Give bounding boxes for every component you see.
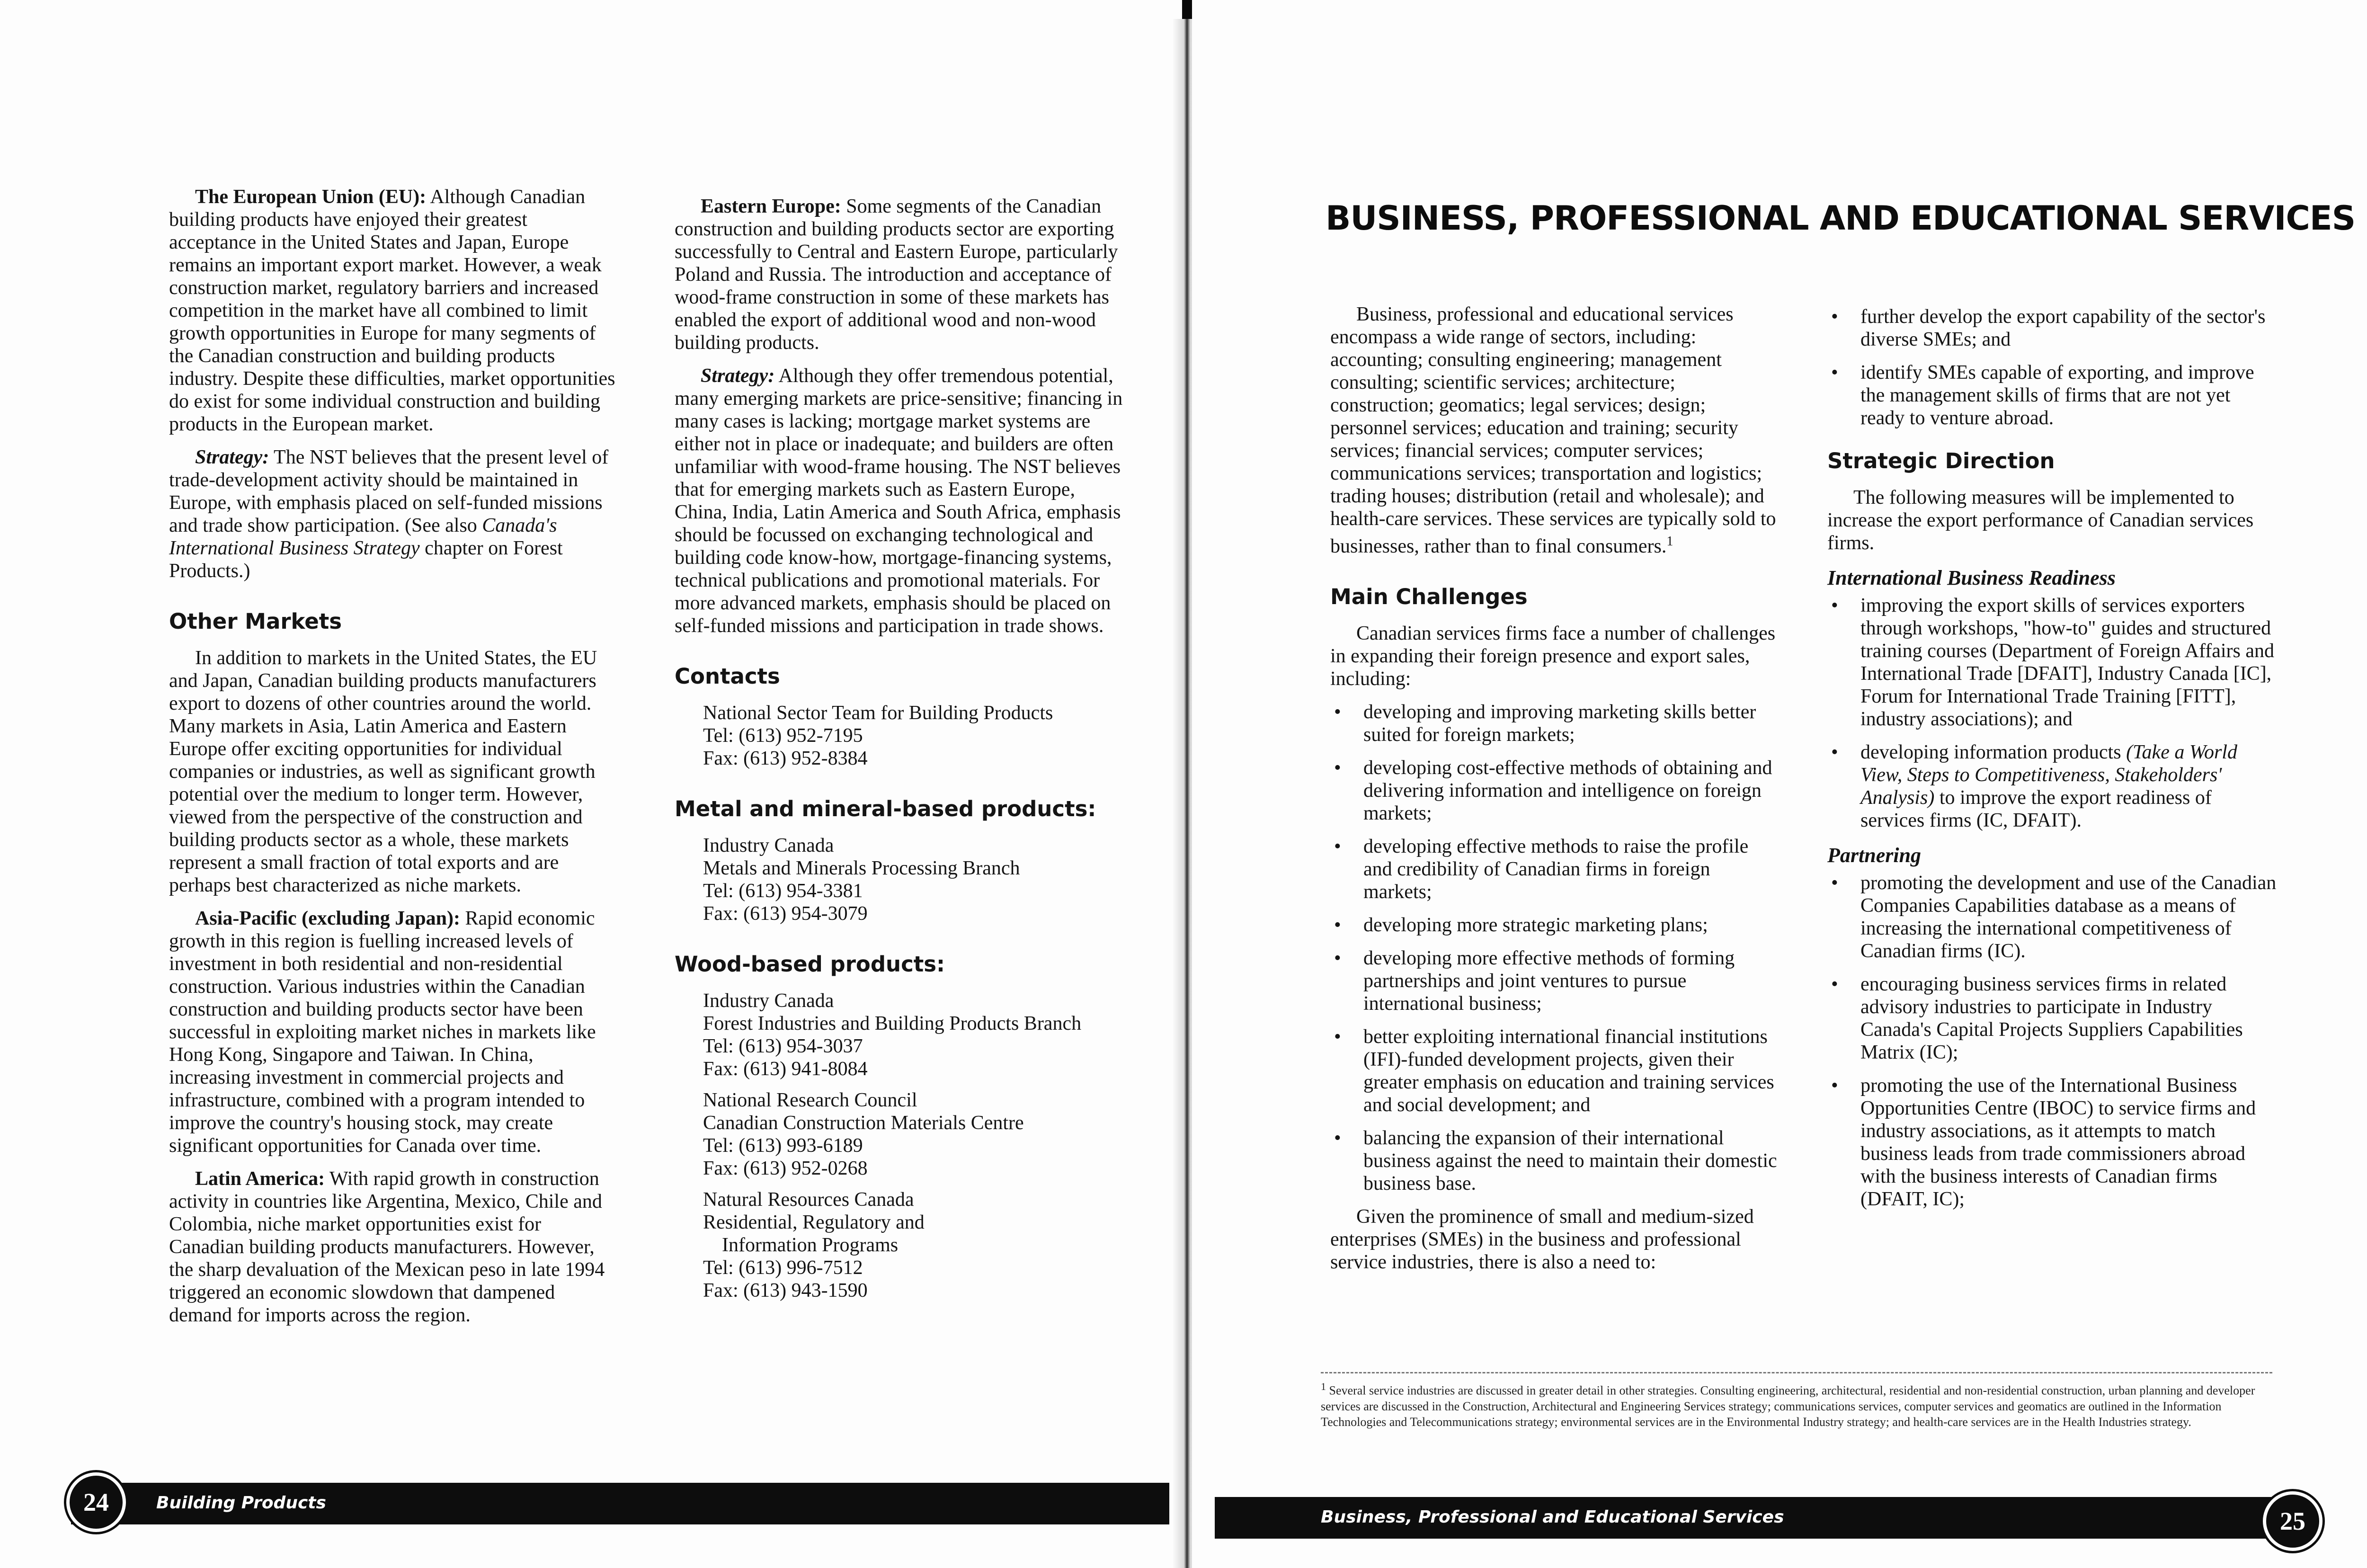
list-item: • developing and improving marketing skills better suited for foreign markets;	[1330, 701, 1780, 746]
list-item: • identify SMEs capable of exporting, and improve the management skills of firms that are not yet ready to venture abroad.	[1827, 361, 2277, 429]
main-challenges-heading: Main Challenges	[1330, 584, 1528, 609]
contact-line: Industry Canada	[703, 835, 834, 856]
ee-text: Some segments of the Canadian construction and building products sector are exporting successfully to Central and Eastern Europe, particularly Poland and Russia. The introduction and acceptance of wood-frame construction in some of these markets has enabled the export of additional wood and non-wood building products.	[675, 196, 1118, 354]
strategy-text: The NST believes that the present level of trade-development activity should be maintained in Europe, with emphasis placed on self-funded missions and trade show participation. (See also	[169, 446, 609, 536]
contact-line: Tel: (613) 952-7195	[703, 725, 863, 747]
strategic-direction-text: The following measures will be implemented to increase the export performance of Canadian services firms.	[1827, 487, 2254, 554]
contact-line: Natural Resources Canada	[703, 1189, 914, 1211]
list-item: • improving the export skills of services exporters through workshops, "how-to" guides and structured training courses (Department of Foreign Affairs and International Trade [DFAIT], Industry Canada [IC], Forum for International Trade Training [FITT], industry associations); and	[1827, 594, 2277, 731]
other-markets-paragraph: In addition to markets in the United States, the EU and Japan, Canadian building products manufacturers export to dozens of other countries around the world. Many markets in Asia, Latin America and Eastern Europe offer exciting opportunities for individual companies or industries, as well as significant growth potential over the medium to longer term. However, viewed from the perspective of the construction and building products sector as a whole, these markets represent a small fraction of total exports and are perhaps best characterized as niche markets.	[169, 647, 597, 896]
intro-paragraph	[1330, 303, 1780, 558]
left-footer-label: Building Products	[156, 1493, 326, 1513]
partnering-list	[1827, 872, 2277, 1211]
footnote-ref: 1	[1666, 534, 1673, 549]
left-page	[0, 0, 1182, 1568]
metal-heading: Metal and mineral-based products:	[675, 796, 1096, 821]
asia-paragraph	[169, 907, 619, 1157]
footnote-rule	[1321, 1372, 2272, 1373]
ee-strategy-text: Although they offer tremendous potential, many emerging markets are price-sensitive; financing in many cases is lacking; mortgage market systems are either not in place or inadequate; and builders are often unfamiliar with wood-frame housing. The NST believes that for emerging markets such as Eastern Europe, China, India, Latin America and South Africa, emphasis should be focussed on exchanging technological and building code know-how, mortgage-financing systems, technical publications and promotional materials. For more advanced markets, emphasis should be placed on self-funded missions and participation in trade shows.	[675, 365, 1123, 637]
intro-text: Business, professional and educational services encompass a wide range of sectors, including: accounting; consulting engineering; management consulting; scientific services; architecture; construction; geomatics; legal services; design; personnel services; education and training; security services; financial services; computer services; communications services; transportation and logistics; trading houses; distribution (retail and wholesale); and health-care services. These services are typically sold to businesses, rather than to final consumers.	[1330, 303, 1776, 557]
asia-lead: Asia-Pacific (excluding Japan):	[195, 908, 460, 929]
latin-paragraph	[169, 1167, 619, 1327]
left-column-1	[169, 186, 619, 1337]
left-footer-bar	[71, 1483, 1169, 1524]
contact-line: Forest Industries and Building Products Branch	[703, 1013, 1082, 1034]
ibr-item2-start: developing information products	[1860, 741, 2127, 763]
contact-line: Fax: (613) 952-0268	[703, 1158, 868, 1179]
contact-line: Fax: (613) 943-1590	[703, 1280, 868, 1301]
strategy-lead: Strategy:	[195, 446, 269, 468]
footnote-mark: 1	[1321, 1381, 1326, 1392]
contact-line: National Sector Team for Building Products	[703, 702, 1053, 724]
ee-strategy-lead: Strategy:	[701, 365, 775, 387]
contact-wood-nrcan	[675, 1188, 1124, 1302]
contact-metal	[675, 834, 1124, 925]
contact-line: Fax: (613) 954-3079	[703, 903, 868, 925]
partnering-heading: Partnering	[1827, 844, 1922, 867]
section-title: BUSINESS, PROFESSIONAL AND EDUCATIONAL SERVICES	[1326, 199, 2356, 238]
eastern-europe-paragraph	[675, 195, 1124, 354]
contact-line: Tel: (613) 954-3037	[703, 1035, 863, 1057]
list-item: • balancing the expansion of their international business against the need to maintain their domestic business base.	[1330, 1127, 1780, 1195]
list-item: • further develop the export capability of the sector's diverse SMEs; and	[1827, 305, 2277, 351]
contact-nst	[675, 702, 1124, 770]
ibr-list	[1827, 594, 2277, 832]
contact-line: Fax: (613) 952-8384	[703, 748, 868, 769]
contact-line: Residential, Regulatory and	[703, 1212, 925, 1233]
eu-paragraph	[169, 186, 619, 436]
other-markets-heading: Other Markets	[169, 609, 342, 634]
contacts-heading: Contacts	[675, 664, 780, 689]
list-item: • encouraging business services firms in related advisory industries to participate in Industry Canada's Capital Projects Suppliers Capabilities Matrix (IC);	[1827, 973, 2277, 1064]
strategy-end: chapter on Forest Products.)	[169, 537, 563, 582]
left-column-2	[675, 195, 1124, 1310]
contact-line: Tel: (613) 993-6189	[703, 1135, 863, 1157]
contact-line: National Research Council	[703, 1089, 917, 1111]
eu-strategy-paragraph	[169, 446, 619, 582]
footnote	[1321, 1379, 2272, 1430]
right-footer-label: Business, Professional and Educational Services	[1321, 1507, 1784, 1527]
list-item: • better exploiting international financial institutions (IFI)-funded development projects, given their greater emphasis on education and training services and social development; and	[1330, 1025, 1780, 1116]
contact-wood-ic	[675, 989, 1124, 1080]
list-item: • promoting the development and use of the Canadian Companies Capabilities database as a means of increasing the international competitiveness of Canadian firms (IC).	[1827, 872, 2277, 962]
ee-lead: Eastern Europe:	[701, 196, 841, 217]
right-footer-bar	[1215, 1497, 2275, 1539]
ee-strategy-paragraph	[675, 365, 1124, 637]
ibr-heading: International Business Readiness	[1827, 566, 2116, 589]
latin-text: With rapid growth in construction activity in countries like Argentina, Mexico, Chile and Colombia, niche market opportunities exist for Canadian building products manufacturers. However, the sharp devaluation of the Mexican peso in late 1994 triggered an economic slowdown that dampened demand for imports across the region.	[169, 1168, 605, 1326]
list-item: • developing cost-effective methods of obtaining and delivering information and intelligence on foreign markets;	[1330, 757, 1780, 825]
right-column-1	[1330, 303, 1780, 1284]
contact-wood-nrc	[675, 1089, 1124, 1180]
list-item: • developing more effective methods of forming partnerships and joint ventures to pursue international business;	[1330, 947, 1780, 1015]
wood-heading: Wood-based products:	[675, 952, 945, 977]
contact-line: Information Programs	[722, 1234, 899, 1256]
needs-list	[1827, 305, 2277, 429]
right-column-2	[1827, 305, 2277, 1221]
contact-line: Canadian Construction Materials Centre	[703, 1112, 1024, 1134]
contact-line: Tel: (613) 996-7512	[703, 1257, 863, 1279]
contact-line: Industry Canada	[703, 990, 834, 1012]
right-page-number: 25	[2263, 1491, 2323, 1551]
asia-text: Rapid economic growth in this region is fuelling increased levels of investment in both residential and non-residential construction. Various industries within the Canadian construction and building products sector have been successful in exploiting market niches in markets like Hong Kong, Singapore and Taiwan. In China, increasing investment in commercial projects and infrastructure, combined with a program intended to improve the country's housing stock, may create significant opportunities for Canada over time.	[169, 908, 596, 1157]
contact-line: Tel: (613) 954-3381	[703, 880, 863, 902]
challenges-intro: Canadian services firms face a number of challenges in expanding their foreign presence and export sales, including:	[1330, 623, 1776, 690]
ibr-item2-end: to improve the export readiness of services firms (IC, DFAIT).	[1860, 787, 2212, 831]
strategic-direction-heading: Strategic Direction	[1827, 448, 2055, 473]
ibr-item2-italic: (Take a World View, Steps to Competitiveness, Stakeholders' Analysis)	[1860, 741, 2237, 809]
contact-line: Fax: (613) 941-8084	[703, 1058, 868, 1080]
latin-lead: Latin America:	[195, 1168, 325, 1190]
challenges-list	[1330, 701, 1780, 1195]
list-item: • developing more strategic marketing plans;	[1330, 914, 1780, 936]
footnote-text: Several service industries are discussed in greater detail in other strategies. Consulting engineering, architectural, residential and non-residential construction, urban planning and developer services are discussed in the Construction, Architectural and Engineering Services strategy; communications services, computer services and geomatics are outlined in the Information Technologies and Telecommunications strategy; environmental services are in the Environmental Industry strategy; and health-care services are in the Health Industries strategy.	[1321, 1383, 2255, 1429]
list-item: • promoting the use of the International Business Opportunities Centre (IBOC) to service firms and industry associations, as it attempts to match business leads from trade commissioners abroad with the business interests of Canadian firms (DFAIT, IC);	[1827, 1074, 2277, 1211]
eu-text: Although Canadian building products have enjoyed their greatest acceptance in the United States and Japan, Europe remains an important export market. However, a weak construction market, regulatory barriers and increased competition in the market have all combined to limit growth opportunities in Europe for many segments of the Canadian construction and building products industry. Despite these difficulties, market opportunities do exist for some individual construction and building products in the European market.	[169, 186, 615, 435]
strategy-italic: Canada's International Business Strategy	[169, 515, 557, 559]
left-page-number: 24	[66, 1472, 126, 1532]
list-item: • developing effective methods to raise the profile and credibility of Canadian firms in foreign markets;	[1330, 835, 1780, 903]
contact-line: Metals and Minerals Processing Branch	[703, 857, 1020, 879]
list-item	[1827, 741, 2277, 832]
eu-lead: The European Union (EU):	[195, 186, 427, 208]
sme-paragraph: Given the prominence of small and medium-sized enterprises (SMEs) in the business and professional service industries, there is also a need to:	[1330, 1206, 1754, 1273]
